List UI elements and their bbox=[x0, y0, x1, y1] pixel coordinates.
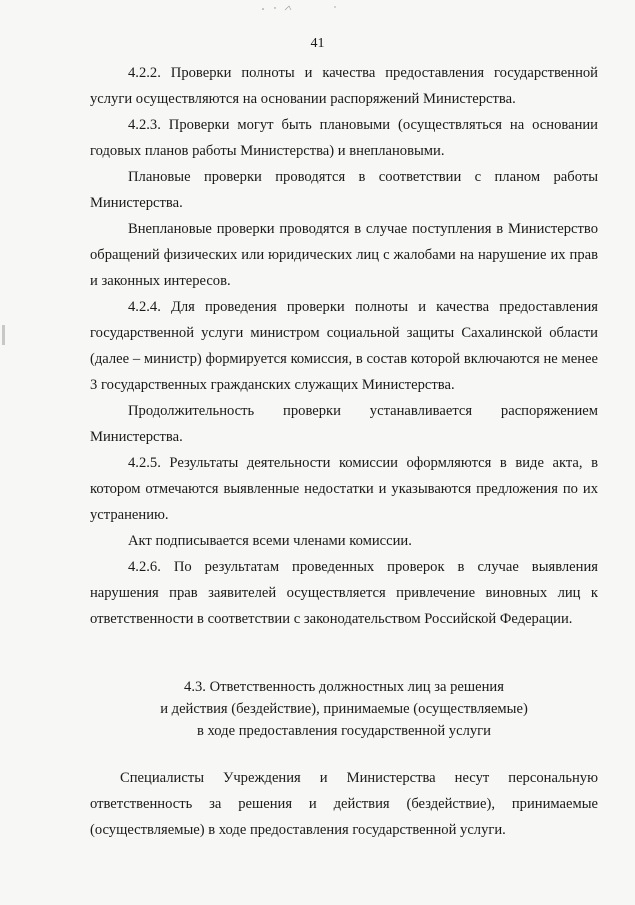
paragraph-4-2-2: 4.2.2. Проверки полноты и качества предоставления государственной услуги осуществляются на основании распоряжений Министерства. bbox=[90, 65, 598, 107]
paragraph-unplanned-checks: Внеплановые проверки проводятся в случае поступления в Министерство обращений физических или юридических лиц с жалобами на нарушение их прав и законных интересов. bbox=[90, 221, 598, 289]
final-section bbox=[90, 765, 598, 843]
paragraph-planned-checks: Плановые проверки проводятся в соответствии с планом работы Министерства. bbox=[90, 169, 598, 211]
section-heading-line-2: и действия (бездействие), принимаемые (осуществляемые) bbox=[160, 701, 528, 717]
paragraph-act-signed: Акт подписывается всеми членами комиссии. bbox=[128, 533, 412, 549]
section-heading bbox=[90, 676, 598, 742]
scan-edge-mark bbox=[2, 325, 5, 345]
paragraph-duration: Продолжительность проверки устанавливается распоряжением Министерства. bbox=[90, 403, 598, 445]
paragraph-4-2-5: 4.2.5. Результаты деятельности комиссии оформляются в виде акта, в котором отмечаются выявленные недостатки и указываются предложения по их устранению. bbox=[90, 455, 598, 523]
document-body bbox=[90, 60, 598, 632]
paragraph-4-2-3: 4.2.3. Проверки могут быть плановыми (осуществляться на основании годовых планов работы Министерства) и внеплановыми. bbox=[90, 117, 598, 159]
paragraph-4-2-4: 4.2.4. Для проведения проверки полноты и качества предоставления государственной услуги министром социальной защиты Сахалинской области (далее – министр) формируется комиссия, в состав которой включаются не менее 3 государственных гражданских служащих Министерства. bbox=[90, 299, 598, 393]
scan-artifact bbox=[255, 4, 345, 12]
paragraph-4-2-6: 4.2.6. По результатам проведенных проверок в случае выявления нарушения прав заявителей осуществляется привлечение виновных лиц к ответственности в соответствии с законодательством Российской Федерации. bbox=[90, 559, 598, 627]
section-heading-line-3: в ходе предоставления государственной услуги bbox=[197, 723, 491, 739]
paragraph-responsibility: Специалисты Учреждения и Министерства несут персональную ответственность за решения и действия (бездействие), принимаемые (осуществляемые) в ходе предоставления государственной услуги. bbox=[90, 770, 598, 838]
section-heading-line-1: 4.3. Ответственность должностных лиц за решения bbox=[184, 679, 504, 695]
page-number: 41 bbox=[310, 36, 325, 51]
